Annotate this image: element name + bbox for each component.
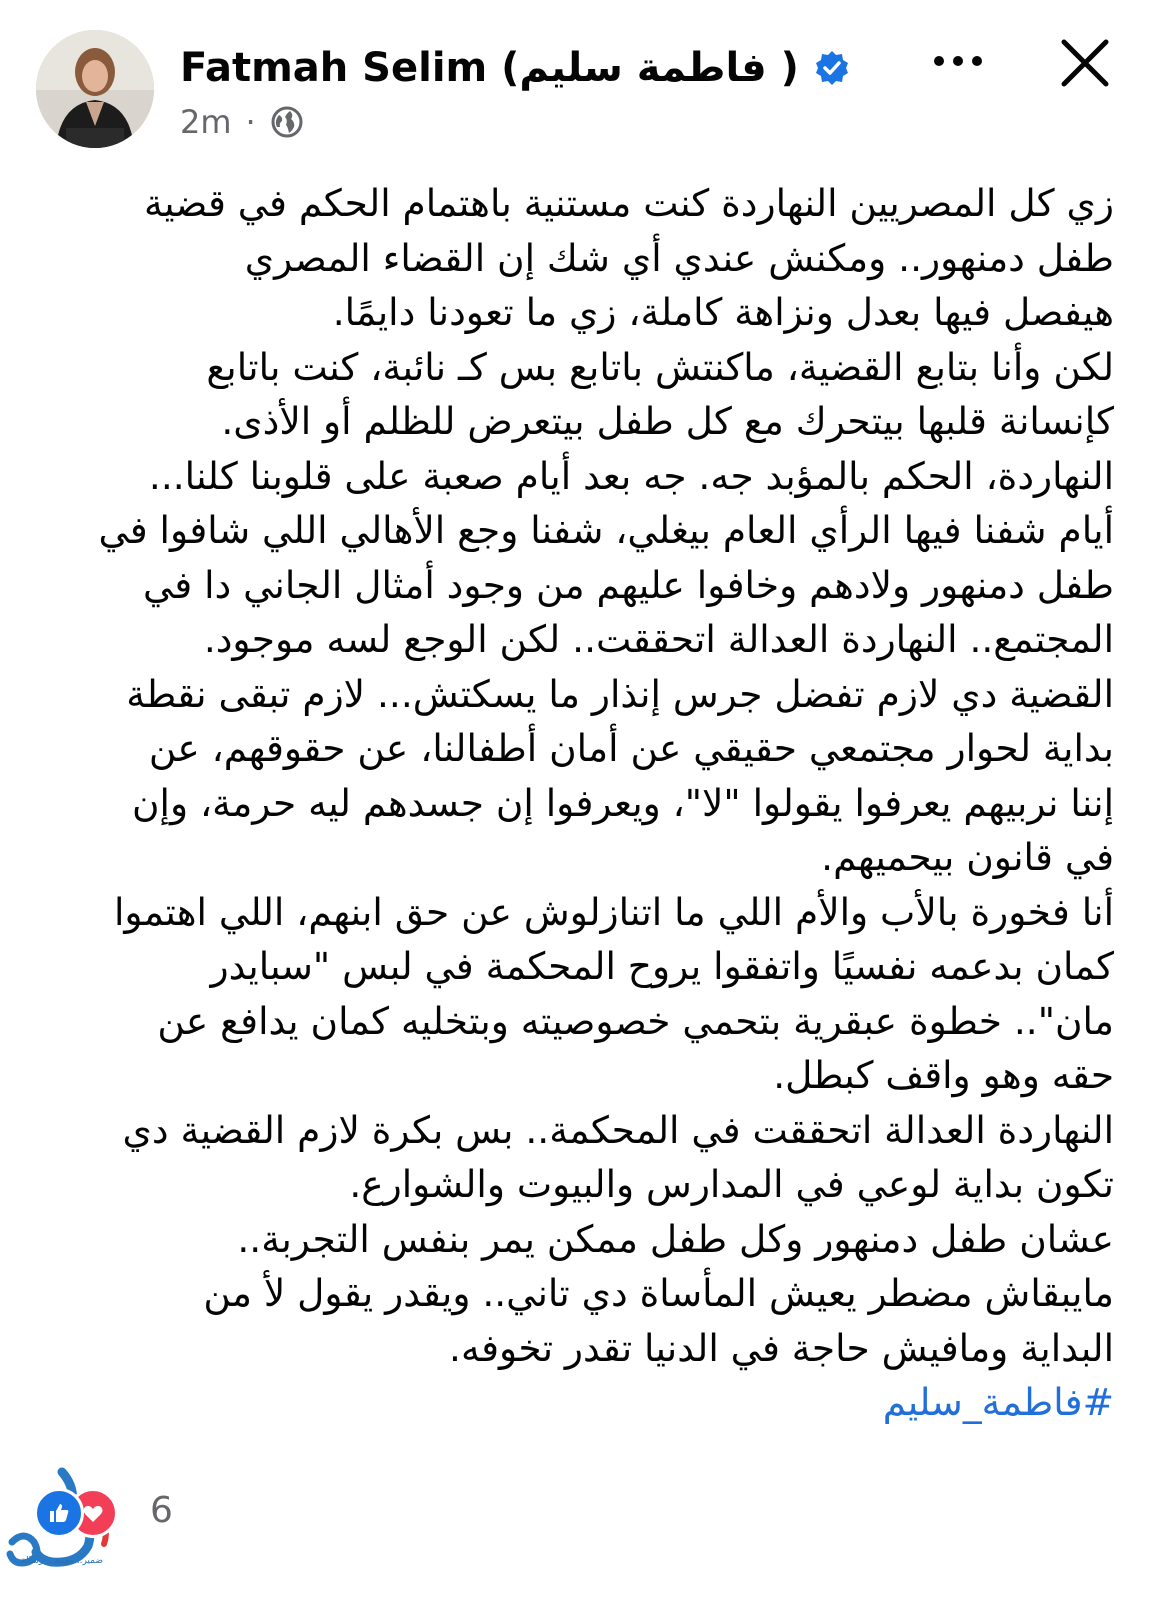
post-line: طفل دمنهور.. ومكنش عندي أي شك إن القضاء المصري (244, 235, 1114, 280)
post-line: تكون بداية لوعي في المدارس والبيوت والشوارع. (349, 1162, 1114, 1206)
post-line: طفل دمنهور ولادهم وخافوا عليهم من وجود أمثال الجاني دا في (143, 562, 1114, 607)
post-header (0, 0, 1170, 160)
post-line: زي كل المصريين النهاردة كنت مستنية باهتمام الحكم في قضية (144, 181, 1114, 225)
post-line: إننا نربيهم يعرفوا يقولوا "لا"، ويعرفوا إن جسدهم ليه حرمة، وإن (132, 780, 1114, 825)
more-options-button[interactable] (926, 38, 990, 84)
avatar-image (36, 30, 154, 148)
post-line: القضية دي لازم تفضل جرس إنذار ما يسكتش... لازم تبقى نقطة (126, 671, 1114, 716)
post-line: النهاردة، الحكم بالمؤبد جه. جه بعد أيام صعبة على قلوبنا كلنا... (148, 453, 1114, 498)
like-icon (34, 1488, 84, 1538)
reactions-summary[interactable] (34, 1482, 173, 1538)
post-line: النهاردة العدالة اتحققت في المحكمة.. بس بكرة لازم القضية دي (122, 1107, 1114, 1152)
post-text (36, 176, 1114, 1430)
reaction-icons (34, 1482, 134, 1538)
reaction-count[interactable]: 6 (150, 1489, 173, 1531)
post-line: مايبقاش مضطر يعيش المأساة دي تاني.. ويقدر يقول لأ من (203, 1271, 1114, 1315)
post-line: كمان بدعمه نفسيًا واتفقوا يروح المحكمة في لبس "سبايدر (210, 944, 1114, 988)
post-line: أنا فخورة بالأب والأم اللي ما اتنازلوش عن حق ابنهم، اللي اهتموا (113, 889, 1114, 934)
author-name[interactable]: Fatmah Selim (فاطمة سليم ) (180, 45, 799, 91)
close-icon (1056, 34, 1114, 92)
author-name-row (180, 40, 851, 96)
post-line: عشان طفل دمنهور وكل طفل ممكن يمر بنفس التجربة.. (237, 1216, 1114, 1261)
avatar[interactable] (36, 30, 154, 148)
verified-badge-icon (813, 49, 851, 87)
post-line: في قانون بيحميهم. (821, 835, 1114, 879)
more-dots-icon (933, 55, 983, 67)
post-meta (180, 100, 304, 144)
close-button[interactable] (1056, 34, 1114, 92)
post-line: كإنسانة قلبها بيتحرك مع كل طفل بيتعرض للظلم أو الأذى. (221, 399, 1114, 443)
globe-icon[interactable] (270, 105, 304, 139)
hashtag-link[interactable]: #فاطمة_سليم (882, 1380, 1114, 1424)
watermark-text: ضمير.. مهنية .. رسالة (21, 1556, 103, 1566)
post-line: حقه وهو واقف كبطل. (773, 1053, 1114, 1097)
post-line: لكن وأنا بتابع القضية، ماكنتش باتابع بس كـ نائبة، كنت باتابع (206, 344, 1114, 389)
timestamp[interactable]: 2m (180, 103, 232, 141)
post-line: بداية لحوار مجتمعي حقيقي عن أمان أطفالنا، عن حقوقهم، عن (148, 726, 1114, 770)
post-line: المجتمع.. النهاردة العدالة اتحققت.. لكن الوجع لسه موجود. (203, 617, 1114, 661)
post-line: أيام شفنا فيها الرأي العام بيغلي، شفنا وجع الأهالي اللي شافوا في (98, 508, 1114, 552)
meta-separator: · (245, 103, 256, 141)
post-line: هيفصل فيها بعدل ونزاهة كاملة، زي ما تعودنا دايمًا. (332, 290, 1114, 334)
post-line: البداية ومافيش حاجة في الدنيا تقدر تخوفه. (449, 1325, 1114, 1370)
post-line: مان".. خطوة عبقرية بتحمي خصوصيته وبتخليه كمان يدافع عن (157, 998, 1114, 1043)
